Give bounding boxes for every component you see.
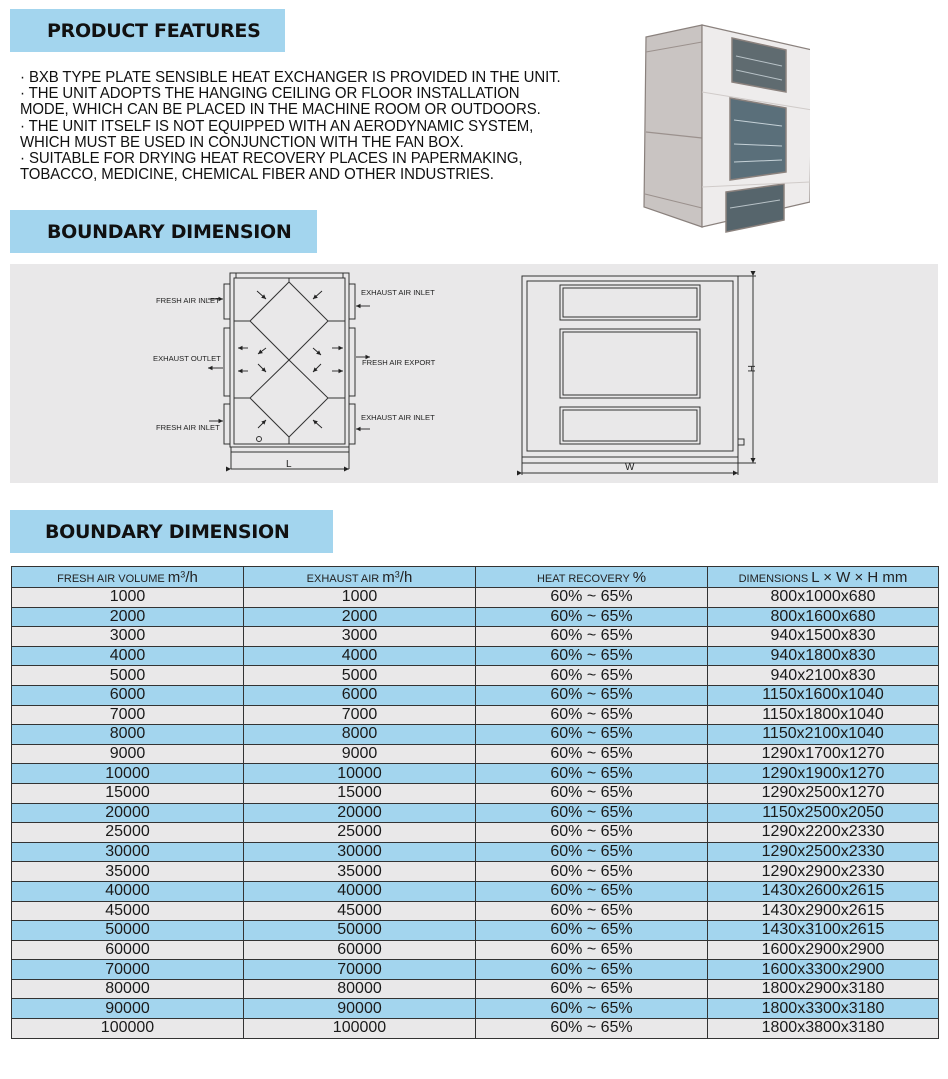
product-features-title: PRODUCT FEATURES	[47, 19, 261, 42]
heat-recovery-cell: 60% ~ 65%	[476, 685, 708, 705]
feature-line: WHICH MUST BE USED IN CONJUNCTION WITH THE FAN BOX.	[20, 133, 464, 151]
table-row	[12, 666, 939, 686]
heat-recovery-cell: 60% ~ 65%	[476, 646, 708, 666]
dimension-width-label: W	[625, 462, 635, 473]
exhaust-air-cell: 45000	[244, 901, 476, 921]
table-row	[12, 744, 939, 764]
fresh-air-volume-cell: 9000	[12, 744, 244, 764]
fresh-air-volume-cell: 10000	[12, 764, 244, 784]
table-row	[12, 588, 939, 608]
heat-recovery-cell: 60% ~ 65%	[476, 607, 708, 627]
heat-recovery-cell: 60% ~ 65%	[476, 823, 708, 843]
dimensions-cell: 1290x2500x1270	[708, 783, 939, 803]
heat-recovery-cell: 60% ~ 65%	[476, 1019, 708, 1039]
heat-recovery-cell: 60% ~ 65%	[476, 588, 708, 608]
heat-recovery-cell: 60% ~ 65%	[476, 901, 708, 921]
table-row	[12, 862, 939, 882]
fresh-air-volume-cell: 4000	[12, 646, 244, 666]
table-row	[12, 764, 939, 784]
dimensions-cell: 1600x3300x2900	[708, 960, 939, 980]
dimension-diagram-panel	[10, 264, 938, 483]
exhaust-air-cell: 35000	[244, 862, 476, 882]
exhaust-air-cell: 8000	[244, 725, 476, 745]
dimensions-cell: 940x1800x830	[708, 646, 939, 666]
table-row	[12, 705, 939, 725]
table-row	[12, 783, 939, 803]
exhaust-air-cell: 70000	[244, 960, 476, 980]
table-row	[12, 803, 939, 823]
boundary-dimension-table-title: BOUNDARY DIMENSION	[45, 520, 290, 543]
exhaust-air-cell: 9000	[244, 744, 476, 764]
specifications-table	[11, 566, 939, 1039]
exhaust-air-cell: 60000	[244, 940, 476, 960]
fresh-air-volume-cell: 25000	[12, 823, 244, 843]
fresh-air-volume-cell: 7000	[12, 705, 244, 725]
table-row	[12, 999, 939, 1019]
dimensions-cell: 800x1000x680	[708, 588, 939, 608]
product-photo	[640, 22, 810, 234]
heat-recovery-cell: 60% ~ 65%	[476, 862, 708, 882]
exhaust-air-cell: 6000	[244, 685, 476, 705]
boundary-dimension-title: BOUNDARY DIMENSION	[47, 220, 292, 243]
feature-line: · THE UNIT ADOPTS THE HANGING CEILING OR FLOOR INSTALLATION	[20, 85, 520, 103]
fresh-air-volume-cell: 30000	[12, 842, 244, 862]
unit-vent-bottom	[726, 184, 784, 232]
table-row	[12, 627, 939, 647]
table-row	[12, 940, 939, 960]
heat-recovery-cell: 60% ~ 65%	[476, 705, 708, 725]
column-header-label: EXHAUST AIR	[306, 572, 383, 585]
column-header-unit-exponent: 3	[180, 568, 186, 579]
fresh-air-volume-cell: 45000	[12, 901, 244, 921]
dimensions-cell: 1800x3800x3180	[708, 1019, 939, 1039]
table-row	[12, 823, 939, 843]
column-header	[476, 567, 708, 588]
dimensions-cell: 1430x2600x2615	[708, 881, 939, 901]
dimensions-cell: 1150x1800x1040	[708, 705, 939, 725]
table-row	[12, 901, 939, 921]
table-row	[12, 1019, 939, 1039]
dimension-length-label: L	[286, 459, 292, 470]
column-header-unit: m	[382, 568, 395, 586]
column-header-unit-tail: /h	[185, 568, 198, 586]
heat-recovery-cell: 60% ~ 65%	[476, 744, 708, 764]
fresh-air-volume-cell: 35000	[12, 862, 244, 882]
fresh-air-volume-cell: 3000	[12, 627, 244, 647]
fresh-air-volume-cell: 6000	[12, 685, 244, 705]
dimensions-cell: 1150x2100x1040	[708, 725, 939, 745]
fresh-air-volume-cell: 90000	[12, 999, 244, 1019]
label-exhaust-air-inlet-top: EXHAUST AIR INLET	[361, 288, 435, 297]
exhaust-air-cell: 1000	[244, 588, 476, 608]
features-list	[20, 70, 620, 183]
dimensions-cell: 1290x2900x2330	[708, 862, 939, 882]
dimensions-cell: 1290x2200x2330	[708, 823, 939, 843]
column-header-label: DIMENSIONS	[738, 572, 812, 585]
boundary-dimension-table-header	[10, 510, 333, 553]
dimensions-cell: 1150x2500x2050	[708, 803, 939, 823]
column-header-unit: L × W × H mm	[811, 568, 908, 586]
heat-recovery-cell: 60% ~ 65%	[476, 881, 708, 901]
heat-recovery-cell: 60% ~ 65%	[476, 979, 708, 999]
table-row	[12, 921, 939, 941]
fresh-air-volume-cell: 50000	[12, 921, 244, 941]
heat-recovery-cell: 60% ~ 65%	[476, 803, 708, 823]
dimensions-cell: 1800x2900x3180	[708, 979, 939, 999]
fresh-air-volume-cell: 80000	[12, 979, 244, 999]
elevation-view-drawing	[522, 276, 756, 475]
heat-recovery-cell: 60% ~ 65%	[476, 940, 708, 960]
column-header-unit-exponent: 3	[394, 568, 400, 579]
column-header-unit: m	[167, 568, 181, 586]
dimensions-cell: 800x1600x680	[708, 607, 939, 627]
table-row	[12, 842, 939, 862]
dimensions-cell: 1290x1700x1270	[708, 744, 939, 764]
dimensions-cell: 1290x2500x2330	[708, 842, 939, 862]
heat-recovery-cell: 60% ~ 65%	[476, 960, 708, 980]
heat-recovery-cell: 60% ~ 65%	[476, 627, 708, 647]
column-header-label: HEAT RECOVERY	[536, 572, 633, 585]
exhaust-air-cell: 15000	[244, 783, 476, 803]
table-row	[12, 881, 939, 901]
exhaust-air-cell: 90000	[244, 999, 476, 1019]
feature-line: TOBACCO, MEDICINE, CHEMICAL FIBER AND OTHER INDUSTRIES.	[20, 166, 494, 184]
column-header-label: FRESH AIR VOLUME	[57, 572, 168, 585]
fresh-air-volume-cell: 8000	[12, 725, 244, 745]
heat-recovery-cell: 60% ~ 65%	[476, 999, 708, 1019]
heat-recovery-cell: 60% ~ 65%	[476, 764, 708, 784]
dimension-drawings	[10, 264, 938, 483]
fresh-air-volume-cell: 20000	[12, 803, 244, 823]
table-row	[12, 607, 939, 627]
unit-vent-middle	[730, 98, 786, 180]
product-features-header	[10, 9, 285, 52]
dimensions-cell: 1430x2900x2615	[708, 901, 939, 921]
exhaust-air-cell: 3000	[244, 627, 476, 647]
fresh-air-volume-cell: 70000	[12, 960, 244, 980]
table-row	[12, 685, 939, 705]
dimensions-cell: 1600x2900x2900	[708, 940, 939, 960]
heat-recovery-cell: 60% ~ 65%	[476, 783, 708, 803]
fresh-air-volume-cell: 5000	[12, 666, 244, 686]
exhaust-air-cell: 40000	[244, 881, 476, 901]
exhaust-air-cell: 30000	[244, 842, 476, 862]
fresh-air-volume-cell: 1000	[12, 588, 244, 608]
label-fresh-air-inlet-top: FRESH AIR INLET	[156, 296, 220, 305]
fresh-air-volume-cell: 2000	[12, 607, 244, 627]
label-fresh-air-export: FRESH AIR EXPORT	[362, 358, 436, 367]
table-header-row	[12, 567, 939, 588]
exhaust-air-cell: 7000	[244, 705, 476, 725]
fresh-air-volume-cell: 40000	[12, 881, 244, 901]
table-row	[12, 725, 939, 745]
heat-recovery-cell: 60% ~ 65%	[476, 666, 708, 686]
exhaust-air-cell: 25000	[244, 823, 476, 843]
exhaust-air-cell: 50000	[244, 921, 476, 941]
fresh-air-volume-cell: 100000	[12, 1019, 244, 1039]
dimension-height-label: H	[745, 365, 756, 373]
exhaust-air-cell: 5000	[244, 666, 476, 686]
heat-recovery-cell: 60% ~ 65%	[476, 921, 708, 941]
fresh-air-volume-cell: 15000	[12, 783, 244, 803]
dimensions-cell: 940x2100x830	[708, 666, 939, 686]
heat-recovery-cell: 60% ~ 65%	[476, 842, 708, 862]
column-header-unit-tail: /h	[399, 568, 413, 586]
dimensions-cell: 1800x3300x3180	[708, 999, 939, 1019]
feature-line: · SUITABLE FOR DRYING HEAT RECOVERY PLACES IN PAPERMAKING,	[20, 150, 523, 168]
unit-side-panel	[644, 25, 702, 227]
feature-line: MODE, WHICH CAN BE PLACED IN THE MACHINE ROOM OR OUTDOORS.	[20, 101, 541, 119]
feature-line: · BXB TYPE PLATE SENSIBLE HEAT EXCHANGER IS PROVIDED IN THE UNIT.	[20, 69, 561, 86]
exhaust-air-cell: 100000	[244, 1019, 476, 1039]
boundary-dimension-header	[10, 210, 317, 253]
label-exhaust-air-inlet-bottom: EXHAUST AIR INLET	[361, 413, 435, 422]
fresh-air-volume-cell: 60000	[12, 940, 244, 960]
dimensions-cell: 1430x3100x2615	[708, 921, 939, 941]
label-fresh-air-inlet-bottom: FRESH AIR INLET	[156, 423, 220, 432]
column-header	[12, 567, 244, 588]
exhaust-air-cell: 10000	[244, 764, 476, 784]
column-header	[708, 567, 939, 588]
exhaust-air-cell: 4000	[244, 646, 476, 666]
label-exhaust-outlet: EXHAUST OUTLET	[153, 354, 221, 363]
exhaust-air-cell: 2000	[244, 607, 476, 627]
dimensions-cell: 1290x1900x1270	[708, 764, 939, 784]
column-header-unit: %	[632, 568, 647, 586]
feature-line: · THE UNIT ITSELF IS NOT EQUIPPED WITH AN AERODYNAMIC SYSTEM,	[20, 117, 534, 135]
exhaust-air-cell: 20000	[244, 803, 476, 823]
table-row	[12, 646, 939, 666]
dimensions-cell: 1150x1600x1040	[708, 685, 939, 705]
heat-recovery-cell: 60% ~ 65%	[476, 725, 708, 745]
exhaust-air-cell: 80000	[244, 979, 476, 999]
dimensions-cell: 940x1500x830	[708, 627, 939, 647]
table-row	[12, 960, 939, 980]
column-header	[244, 567, 476, 588]
table-row	[12, 979, 939, 999]
